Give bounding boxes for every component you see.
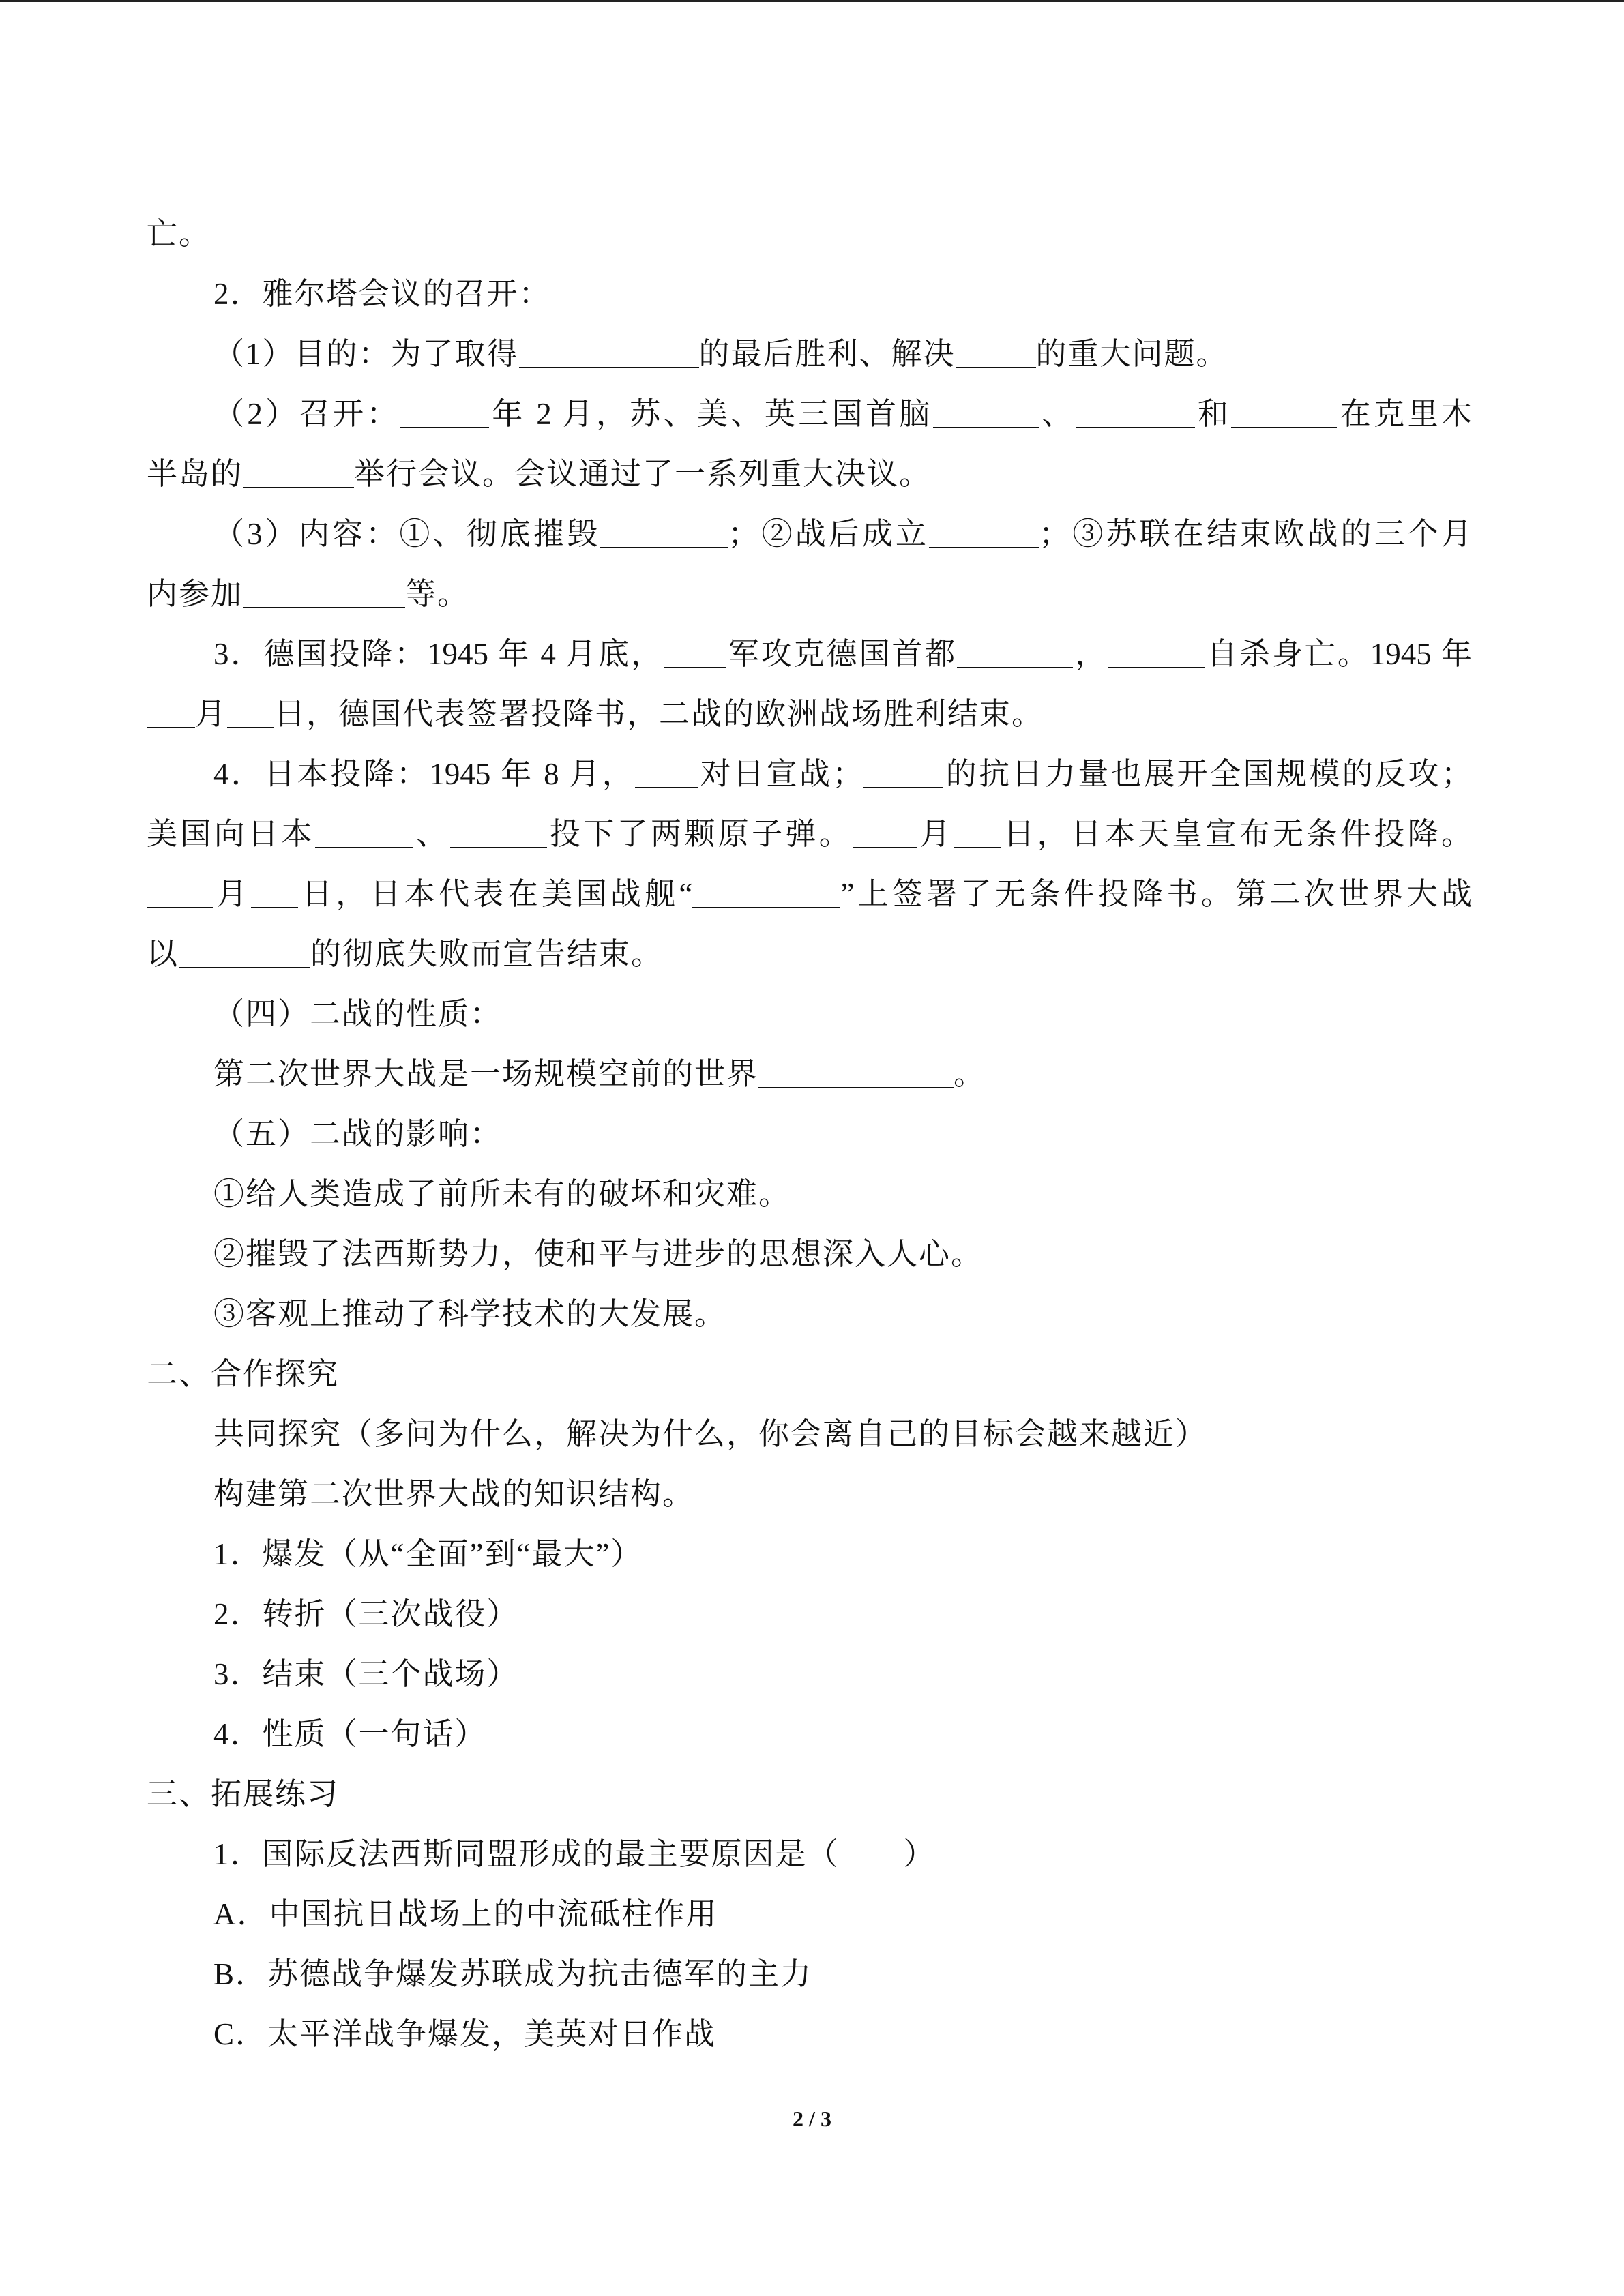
line-text: 在克里木 bbox=[1337, 397, 1472, 431]
line-text: 年 2 月，苏、美、英三国首脑 bbox=[488, 397, 933, 431]
line-text: ；②战后成立 bbox=[728, 517, 930, 551]
line-text: ③客观上推动了科学技术的大发展。 bbox=[213, 1297, 727, 1331]
question-stem bbox=[147, 1824, 1472, 1884]
line-text: 亡。 bbox=[147, 217, 211, 251]
line-text: 投下了两颗原子弹。 bbox=[546, 817, 853, 851]
answer-blank bbox=[147, 880, 213, 908]
line-text: ②摧毁了法西斯势力，使和平与进步的思想深入人心。 bbox=[213, 1237, 984, 1271]
line-text: 。 bbox=[954, 1057, 986, 1091]
answer-blank bbox=[929, 520, 1039, 548]
section-heading bbox=[147, 984, 1472, 1044]
answer-blank bbox=[243, 460, 354, 488]
answer-blank bbox=[315, 820, 413, 848]
text-line bbox=[147, 564, 1472, 624]
line-text: 和 bbox=[1194, 397, 1232, 431]
line-text: 1．国际反法西斯同盟形成的最主要原因是（ ） bbox=[213, 1837, 936, 1871]
line-text: 2．雅尔塔会议的召开： bbox=[213, 277, 551, 311]
line-text: 军攻克德国首都 bbox=[726, 637, 958, 671]
line-text: A．中国抗日战场上的中流砥柱作用 bbox=[213, 1897, 718, 1931]
line-text: 4．性质（一句话） bbox=[213, 1717, 487, 1751]
text-line bbox=[147, 504, 1472, 564]
answer-blank bbox=[635, 760, 698, 788]
answer-blank bbox=[957, 640, 1073, 668]
line-text: 三、拓展练习 bbox=[147, 1777, 340, 1811]
line-text: 共同探究（多问为什么，解决为什么，你会离自己的目标会越来越近） bbox=[213, 1417, 1208, 1451]
line-text: （2）召开： bbox=[213, 397, 400, 431]
answer-option bbox=[147, 1884, 1472, 1944]
text-line bbox=[147, 744, 1472, 804]
line-text: ①给人类造成了前所未有的破坏和灾难。 bbox=[213, 1177, 791, 1211]
line-text: （五）二战的影响： bbox=[213, 1117, 503, 1151]
text-line bbox=[147, 1404, 1472, 1464]
line-text: 月 bbox=[195, 697, 228, 731]
page-top-border bbox=[0, 0, 1624, 2]
line-text: 3．德国投降：1945 年 4 月底， bbox=[213, 637, 664, 671]
section-heading bbox=[147, 1344, 1472, 1404]
answer-blank bbox=[954, 820, 1001, 848]
line-text: 4．日本投降：1945 年 8 月， bbox=[213, 757, 636, 791]
text-line bbox=[147, 804, 1472, 864]
answer-blank bbox=[1108, 640, 1205, 668]
answer-blank bbox=[863, 760, 943, 788]
text-line bbox=[147, 924, 1472, 984]
answer-blank bbox=[933, 400, 1039, 428]
line-text: 半岛的 bbox=[147, 457, 243, 491]
line-text: C．太平洋战争爆发，美英对日作战 bbox=[213, 2017, 717, 2051]
text-line bbox=[147, 684, 1472, 744]
answer-blank bbox=[450, 820, 547, 848]
answer-option bbox=[147, 2004, 1472, 2064]
section-heading bbox=[147, 1764, 1472, 1824]
answer-blank bbox=[758, 1060, 954, 1088]
answer-blank bbox=[519, 340, 699, 368]
answer-blank bbox=[251, 880, 298, 908]
line-text: 第二次世界大战是一场规模空前的世界 bbox=[213, 1057, 759, 1091]
line-text: 1．爆发（从“全面”到“最大”） bbox=[213, 1537, 643, 1571]
page-number: 2 / 3 bbox=[793, 2106, 831, 2131]
answer-blank bbox=[147, 700, 195, 728]
line-text: 的最后胜利、解决 bbox=[698, 337, 956, 371]
line-text: 、 bbox=[1038, 397, 1076, 431]
text-line bbox=[147, 384, 1472, 444]
answer-blank bbox=[600, 520, 728, 548]
text-line bbox=[147, 864, 1472, 924]
list-item bbox=[147, 1704, 1472, 1764]
text-line bbox=[147, 624, 1472, 684]
line-text: 内参加 bbox=[147, 577, 243, 611]
answer-blank bbox=[243, 580, 405, 608]
line-text: 日，日本代表在美国战舰“ bbox=[297, 877, 693, 911]
line-text: ”上签署了无条件投降书。第二次世界大战 bbox=[840, 877, 1472, 911]
line-text: B．苏德战争爆发苏联成为抗击德军的主力 bbox=[213, 1957, 813, 1991]
line-text: （四）二战的性质： bbox=[213, 997, 503, 1031]
answer-option bbox=[147, 1944, 1472, 2004]
list-item bbox=[147, 1584, 1472, 1644]
text-line bbox=[147, 324, 1472, 384]
line-text: 2．转折（三次战役） bbox=[213, 1597, 519, 1631]
line-text: 日，日本天皇宣布无条件投降。 bbox=[1000, 817, 1472, 851]
section-heading bbox=[147, 264, 1472, 324]
text-line bbox=[147, 1164, 1472, 1224]
line-text: 举行会议。会议通过了一系列重大决议。 bbox=[354, 457, 932, 491]
answer-blank bbox=[227, 700, 274, 728]
line-text: 二、合作探究 bbox=[147, 1357, 340, 1391]
list-item bbox=[147, 1524, 1472, 1584]
answer-blank bbox=[400, 400, 489, 428]
line-text: 的抗日力量也展开全国规模的反攻； bbox=[943, 757, 1472, 791]
section-heading bbox=[147, 1104, 1472, 1164]
text-line bbox=[147, 204, 1472, 264]
line-text: （3）内容：①、彻底摧毁 bbox=[213, 517, 601, 551]
line-text: 的彻底失败而宣告结束。 bbox=[310, 937, 664, 971]
text-line bbox=[147, 444, 1472, 504]
text-line bbox=[147, 1044, 1472, 1104]
text-line bbox=[147, 1284, 1472, 1344]
answer-blank bbox=[853, 820, 917, 848]
line-text: ；③苏联在结束欧战的三个月 bbox=[1039, 517, 1472, 551]
answer-blank bbox=[1231, 400, 1337, 428]
line-text: 美国向日本 bbox=[147, 817, 315, 851]
line-text: ， bbox=[1073, 637, 1108, 671]
text-line bbox=[147, 1224, 1472, 1284]
line-text: 、 bbox=[413, 817, 450, 851]
answer-blank bbox=[956, 340, 1036, 368]
line-text: （1）目的：为了取得 bbox=[213, 337, 519, 371]
line-text: 自杀身亡。1945 年 bbox=[1205, 637, 1472, 671]
line-text: 以 bbox=[147, 937, 179, 971]
line-text: 月 bbox=[213, 877, 251, 911]
list-item bbox=[147, 1644, 1472, 1704]
line-text: 等。 bbox=[405, 577, 470, 611]
answer-blank bbox=[179, 940, 310, 968]
line-text: 构建第二次世界大战的知识结构。 bbox=[213, 1477, 695, 1511]
answer-blank bbox=[664, 640, 726, 668]
line-text: 对日宣战； bbox=[698, 757, 863, 791]
document-body bbox=[147, 204, 1472, 2064]
answer-blank bbox=[1076, 400, 1195, 428]
line-text: 日，德国代表签署投降书，二战的欧洲战场胜利结束。 bbox=[274, 697, 1044, 731]
line-text: 的重大问题。 bbox=[1035, 337, 1228, 371]
answer-blank bbox=[692, 880, 840, 908]
line-text: 月 bbox=[917, 817, 954, 851]
text-line bbox=[147, 1464, 1472, 1524]
line-text: 3．结束（三个战场） bbox=[213, 1657, 519, 1691]
